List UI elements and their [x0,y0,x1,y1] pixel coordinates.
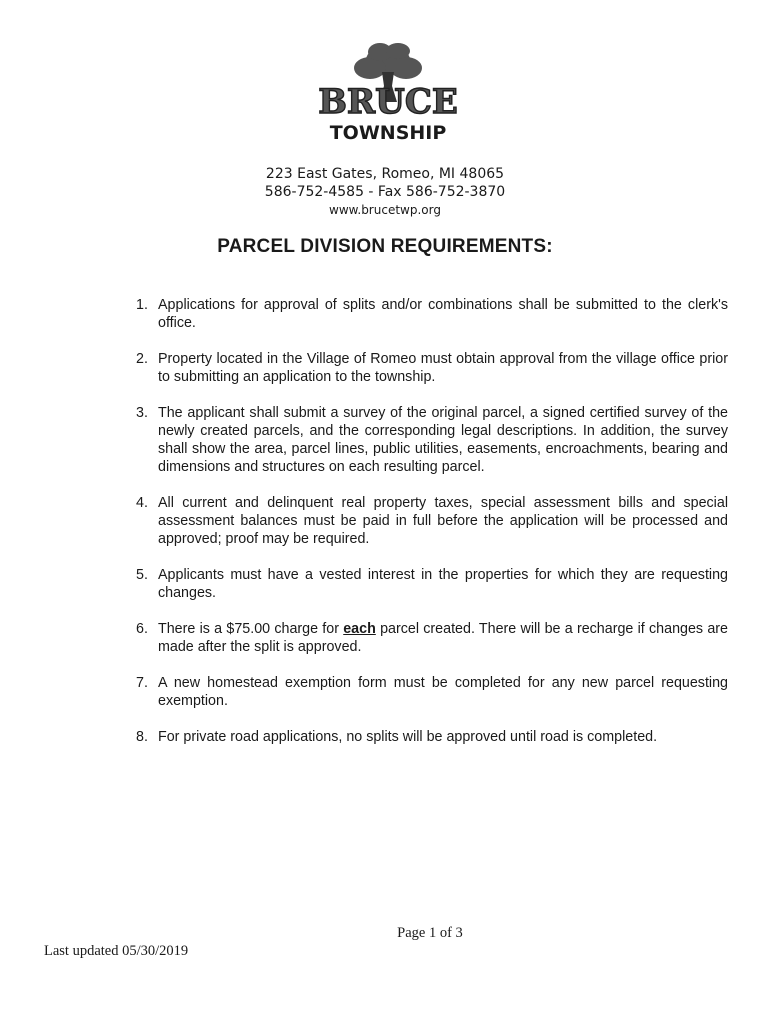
last-updated: Last updated 05/30/2019 [44,943,189,959]
requirement-number: 7. [136,675,148,691]
bruce-township-logo [318,42,458,148]
requirement-item [136,494,728,548]
logo-name: BRUCE [318,82,458,122]
requirement-number: 8. [136,729,148,745]
logo-subtitle: TOWNSHIP [329,122,447,144]
tree-icon [318,42,458,148]
phone-fax-line: 586-752-4585 - Fax 586-752-3870 [264,184,506,200]
requirement-item [136,566,728,602]
requirement-number: 5. [136,567,148,583]
requirement-text: All current and delinquent real property taxes, special assessment bills and special assessment balances must be paid in full before the application will be processed and approved; proof may be required. [158,495,728,547]
requirement-item [136,728,728,746]
requirement-text-before: There is a $75.00 charge for [158,621,344,637]
requirement-item [136,350,728,386]
requirement-number: 6. [136,621,148,637]
requirement-item [136,620,728,656]
requirement-item [136,296,728,332]
website-line: www.brucetwp.org [329,203,441,217]
requirement-number: 1. [136,297,148,313]
requirement-text: Applications for approval of splits and/or combinations shall be submitted to the clerk's office. [158,297,728,331]
page-number: Page 1 of 3 [397,925,463,941]
requirement-text: Property located in the Village of Romeo must obtain approval from the village office prior to submitting an application to the township. [158,351,728,385]
requirements-list [136,296,728,764]
requirement-text: Applicants must have a vested interest in the properties for which they are requesting changes. [158,567,728,601]
requirement-emphasis: each [343,621,376,637]
requirement-number: 4. [136,495,148,511]
requirement-item [136,674,728,710]
requirement-text: For private road applications, no splits will be approved until road is completed. [158,729,658,745]
requirement-number: 3. [136,405,148,421]
requirement-number: 2. [136,351,148,367]
requirement-item [136,404,728,476]
requirement-text: A new homestead exemption form must be completed for any new parcel requesting exemption. [158,675,728,709]
requirement-text-after: parcel created. There will be a recharge if changes are made after the split is approved. [158,621,728,655]
requirement-text: The applicant shall submit a survey of the original parcel, a signed certified survey of the newly created parcels, and the corresponding legal descriptions. In addition, the survey shall show the area, parcel lines, public utilities, easements, encroachments, bearing and dimensions and structures on each resulting parcel. [158,405,728,475]
address-line: 223 East Gates, Romeo, MI 48065 [265,166,505,182]
page-title: PARCEL DIVISION REQUIREMENTS: [217,236,553,257]
